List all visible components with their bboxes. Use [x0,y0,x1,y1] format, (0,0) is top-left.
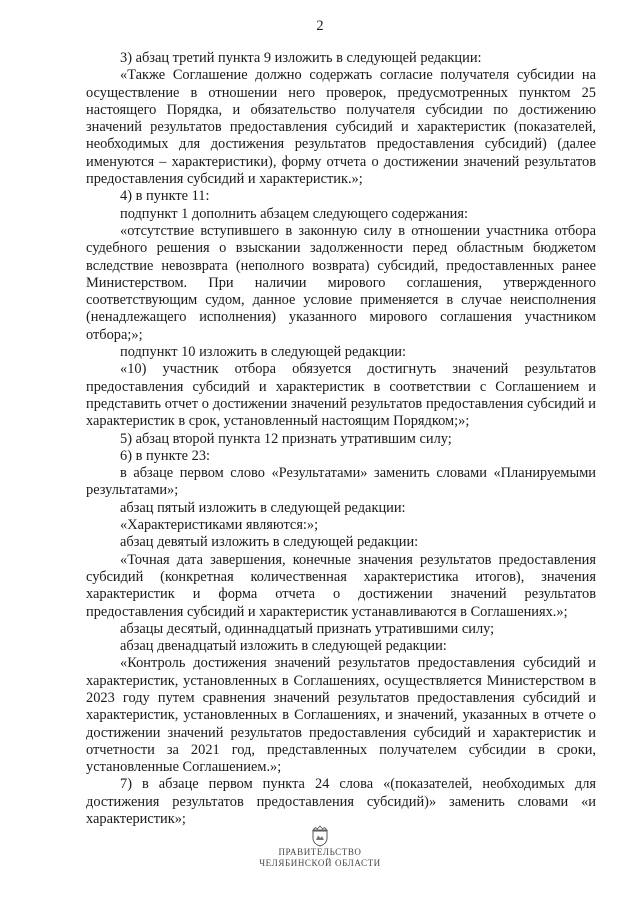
paragraph: абзацы десятый, одиннадцатый признать утратившими силу; [120,620,495,637]
paragraph: 6) в пункте 23: [120,447,211,464]
coat-of-arms-icon [310,823,330,847]
footer-org-line-2: ЧЕЛЯБИНСКОЙ ОБЛАСТИ [259,858,381,868]
paragraph: «отсутствие вступившего в законную силу в отношении участника отбора судебного решения о взыскании задолженности перед областным бюджетом вследствие невозврата (неполного возврата) субсидий, предоставленных ранее Министерством. При наличии мирового соглашения, утвержденного соответствующим судом, данное условие применяется в случае неисполнения (ненадлежащего исполнения) указанного мирового соглашения участником отбора;»; [86,222,596,343]
page-number: 2 [316,18,324,34]
paragraph: 3) абзац третий пункта 9 изложить в следующей редакции: [120,50,482,66]
paragraph: в абзаце первом слово «Результатами» заменить словами «Планируемыми результатами»; [86,465,596,499]
paragraph: абзац девятый изложить в следующей редакции: [120,534,419,551]
paragraph: «Также Соглашение должно содержать согласие получателя субсидии на осуществление в отношении него проверок, предусмотренных пунктом 25 настоящего Порядка, и обязательство получателя субсидии по достижению значений результатов предоставления субсидий и характеристик (показателей, необходимых для достижения результатов предоставления субсидий) (далее именуются – характеристики), форму отчета о достижении значений результатов предоставления субсидий и характеристик.»; [86,67,596,188]
document-body [86,50,596,828]
paragraph: подпункт 10 изложить в следующей редакции: [120,344,406,361]
paragraph: «10) участник отбора обязуется достигнуть значений результатов предоставления субсидий и характеристик в соответствии с Соглашением и представить отчет о достижении значений результатов предоставления субсидий и характеристик в срок, установленный настоящим Порядком;»; [86,361,596,430]
paragraph: 7) в абзаце первом пункта 24 слова «(показателей, необходимых для достижения результатов предоставления субсидий)» заменить словами «и характеристик»; [86,776,596,828]
footer [0,823,640,869]
paragraph: абзац двенадцатый изложить в следующей редакции: [120,638,447,655]
paragraph: 5) абзац второй пункта 12 признать утратившим силу; [120,430,452,447]
paragraph: «Точная дата завершения, конечные значения результатов предоставления субсидий (конкретная количественная характеристика итогов), значения характеристик и форма отчета о достижении значений результатов предоставления субсидий и характеристик устанавливаются в Соглашениях.»; [86,551,596,620]
paragraph: 4) в пункте 11: [120,188,210,205]
paragraph: «Контроль достижения значений результатов предоставления субсидий и характеристик, установленных в Соглашениях, осуществляется Министерством в 2023 году путем сравнения значений результатов предоставления субсидий и характеристик, установленных в Соглашениях, и значений, указанных в отчете о достижении значений результатов предоставления субсидий и характеристик и отчетности за 2021 год, представленных получателем субсидии в сроки, установленные Соглашением.»; [86,655,596,776]
paragraph: подпункт 1 дополнить абзацем следующего содержания: [120,205,468,222]
paragraph: «Характеристиками являются:»; [120,517,319,534]
paragraph: абзац пятый изложить в следующей редакции: [120,499,406,516]
footer-org-line-1: ПРАВИТЕЛЬСТВО [278,847,362,857]
